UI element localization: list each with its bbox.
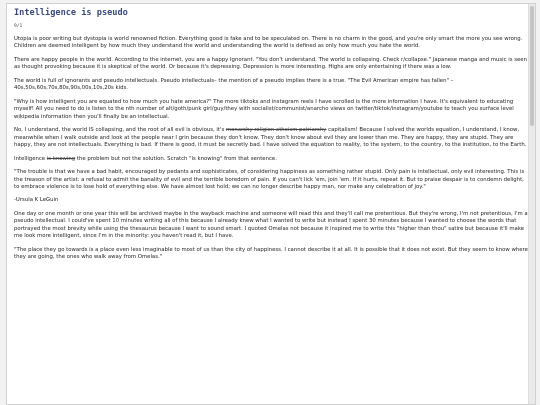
quote-omelas: "The place they go towards is a place even less imaginable to most of us than the city of happiness. I cannot describe it at all. It is possible that it does not exist. But they seem to know where they are going, the ones who walk away from Omelas." xyxy=(14,246,528,261)
quote-attribution: -Ursula K LeGuin xyxy=(14,197,59,204)
paragraph-hate-america: "Why is how intelligent you are equated to how much you hate america?" The more tiktoks and instagram reels I have scrolled is the more information I have. It's equivalent to educating myself! All you need to do is listen to the nth number of alt/goth/punk girl/guy/they with socialist/communist/anarcho views on twitter/tiktok/instagram/youtube to teach you surface level wikipedia information then you'll finally be an intellectual. xyxy=(14,98,514,120)
strikethrough-text: monarchy religion atheism patriarchy xyxy=(225,127,327,134)
paragraph-world-collapsing xyxy=(14,127,528,149)
post-content xyxy=(14,8,528,268)
paragraph-intelligence xyxy=(14,156,528,163)
strikethrough-text: is knowing xyxy=(46,155,76,162)
paragraph-text: capitalism! Because I solved the worlds equation, I understand, I know, meanwhile when I walk outside and look at the people near I grin because they don't know. They don't know about evil they are lower than me. They are happy, they are stupid. They are happy, they are not intellectuals. Everything is bad. If there is good, it must be secretly bad. I have solved the equation to reality, to the system, to the country, to the institution, to the Earth. xyxy=(14,127,527,148)
paragraph-text: No, I understand, the world IS collapsing, and the root of all evil is obvious, it's xyxy=(14,127,226,134)
paragraph-pseudo-intellectuals: The world is full of ignorants and pseudo intellectuals. Pseudo intellectuals– the mention of a pseudo implies there is a true. "The Evil American empire has fallen" – 40s,50s,60s,70s,80s,90s,00s,10s,20s kids. xyxy=(14,77,454,92)
paragraph-pretentious: One day or one month or one year this will be archived maybe in the wayback machine and someone will read this and they'll call me pretentious. But they're wrong, I'm not pretentious, I'm a pseudo intellectual. I could've spent 10 minutes writing all of this because I already knew what I wanted to write but instead I spent 30 minutes because I wanted to choose the words that portrayed the most brevity while using the thesaurus because I want to sound smart. I quoted Omelas not because it inspired me to write this "higher than thou" satire but because it'll make me look more intelligent, since I'm in the minority: you haven't read it, but I have. xyxy=(14,211,528,240)
paragraph-text: the problem but not the solution. Scratch "is knowing" from that sentence. xyxy=(75,155,277,162)
post-page xyxy=(6,3,536,405)
paragraph-text: Intelligence xyxy=(14,155,47,162)
paragraph-happy-people: There are happy people in the world. According to the internet, you are a happy Ignorant. "You don't understand. The world is collapsing. Check r/collapse." Japanese manga and music is seen as thought provoking because it is skeptical of the world. Or because it's depressing. Depression is more interesting. Highs are only entertaining if there was a low. xyxy=(14,56,527,71)
quote-leguin: "The trouble is that we have a bad habit, encouraged by pedants and sophisticates, of considering happiness as something rather stupid. Only pain is intellectual, only evil interesting. This is the treason of the artist: a refusal to admit the banality of evil and the terrible boredom of pain. If you can't lick 'em, join 'em. If it hurts, repeat it. But to praise despair is to condemn delight, to embrace violence is to lose hold of everything else. We have almost lost hold; we can no longer describe happy man, nor make any celebration of joy." xyxy=(14,169,525,190)
paragraph-utopia: Utopia is poor writing but dystopia is world renowned fiction. Everything good is fake and to be speculated on. There is no charm in the good, and you're only smart the more you see wrong. Children are deemed intelligent by how much they understand the world and understanding the world is defined as only how much you hate the world. xyxy=(14,36,523,50)
scrollbar[interactable] xyxy=(528,4,535,404)
post-title: Intelligence is pseudo xyxy=(14,8,128,18)
post-date: 9/1 xyxy=(14,24,23,29)
scrollbar-thumb[interactable] xyxy=(530,6,534,126)
